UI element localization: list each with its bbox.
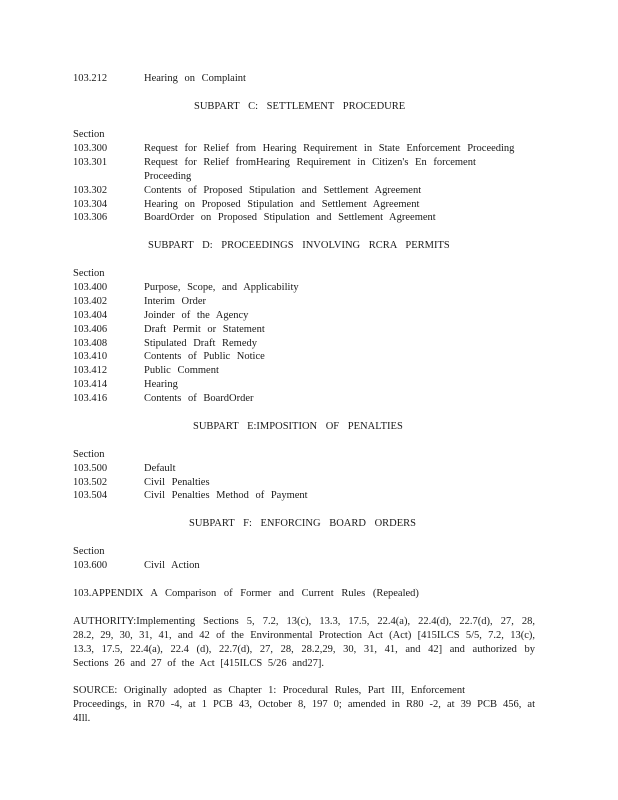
appendix-entry: 103.APPENDIX A Comparison of Former and Current Rules (Repealed) bbox=[73, 588, 419, 599]
subpart-heading: SUBPART D: PROCEEDINGS INVOLVING RCRA PERMITS bbox=[148, 240, 450, 251]
section-number: 103.502 bbox=[73, 477, 108, 488]
section-number: 103.402 bbox=[73, 296, 108, 307]
section-title: Civil Action bbox=[144, 560, 200, 571]
source-line: SOURCE: Originally adopted as Chapter 1: Procedural Rules, Part III, Enforcement bbox=[73, 685, 465, 696]
section-number: 103.301 bbox=[73, 157, 108, 168]
subpart-heading: SUBPART C: SETTLEMENT PROCEDURE bbox=[194, 101, 406, 112]
section-number: 103.412 bbox=[73, 365, 108, 376]
authority-line: Sections 26 and 27 of the Act [415ILCS 5/26 and27]. bbox=[73, 658, 324, 669]
section-number: 103.500 bbox=[73, 463, 108, 474]
section-label: Section bbox=[73, 129, 105, 140]
section-title: Hearing on Complaint bbox=[144, 73, 246, 84]
authority-line: 28.2, 29, 30, 31, 41, and 42 of the Environmental Protection Act (Act) [415ILCS 5/5, 7.2, 13(c), bbox=[73, 630, 535, 641]
section-number: 103.410 bbox=[73, 351, 108, 362]
section-title: Purpose, Scope, and Applicability bbox=[144, 282, 299, 293]
section-title: Contents of BoardOrder bbox=[144, 393, 254, 404]
section-number: 103.400 bbox=[73, 282, 108, 293]
section-number: 103.404 bbox=[73, 310, 108, 321]
subpart-heading: SUBPART E:IMPOSITION OF PENALTIES bbox=[193, 421, 403, 432]
section-title: Public Comment bbox=[144, 365, 219, 376]
section-title: Default bbox=[144, 463, 176, 474]
source-line: Proceedings, in R70 -4, at 1 PCB 43, October 8, 197 0; amended in R80 -2, at 39 PCB 456, at 4Ill. bbox=[73, 699, 535, 724]
section-title: Contents of Public Notice bbox=[144, 351, 265, 362]
section-title: Civil Penalties Method of Payment bbox=[144, 490, 308, 501]
section-number: 103.304 bbox=[73, 199, 108, 210]
section-title: Interim Order bbox=[144, 296, 207, 307]
section-title: Hearing on Proposed Stipulation and Settlement Agreement bbox=[144, 199, 420, 210]
source-paragraph bbox=[73, 684, 535, 726]
subpart-heading: SUBPART F: ENFORCING BOARD ORDERS bbox=[189, 518, 417, 529]
section-number: 103.600 bbox=[73, 560, 108, 571]
authority-paragraph bbox=[73, 615, 535, 671]
section-label: Section bbox=[73, 546, 105, 557]
section-title: Joinder of the Agency bbox=[144, 310, 249, 321]
section-title: Request for Relief from Hearing Requirement in State Enforcement Proceeding bbox=[144, 143, 515, 154]
section-number: 103.302 bbox=[73, 185, 108, 196]
section-title: BoardOrder on Proposed Stipulation and Settlement Agreement bbox=[144, 212, 436, 223]
section-title: Civil Penalties bbox=[144, 477, 210, 488]
section-title: Proceeding bbox=[144, 171, 192, 182]
section-number: 103.306 bbox=[73, 212, 108, 223]
section-number: 103.416 bbox=[73, 393, 108, 404]
section-number: 103.212 bbox=[73, 73, 108, 84]
section-title: Hearing bbox=[144, 379, 178, 390]
section-label: Section bbox=[73, 449, 105, 460]
section-title: Draft Permit or Statement bbox=[144, 324, 265, 335]
section-number: 103.300 bbox=[73, 143, 108, 154]
authority-line: AUTHORITY:Implementing Sections 5, 7.2, 13(c), 13.3, 17.5, 22.4(a), 22.4(d), 22.7(d), 27, 28, bbox=[73, 616, 535, 627]
section-title: Contents of Proposed Stipulation and Settlement Agreement bbox=[144, 185, 422, 196]
section-label: Section bbox=[73, 268, 105, 279]
section-number: 103.414 bbox=[73, 379, 108, 390]
section-title: Stipulated Draft Remedy bbox=[144, 338, 257, 349]
section-title: Request for Relief fromHearing Requirement in Citizen's En forcement bbox=[144, 157, 476, 168]
authority-line: 13.3, 17.5, 22.4(a), 22.4 (d), 22.7(d), 27, 28, 28.2,29, 30, 31, 41, and 42] and authorized by bbox=[73, 644, 535, 655]
section-number: 103.504 bbox=[73, 490, 108, 501]
section-number: 103.406 bbox=[73, 324, 108, 335]
section-number: 103.408 bbox=[73, 338, 108, 349]
